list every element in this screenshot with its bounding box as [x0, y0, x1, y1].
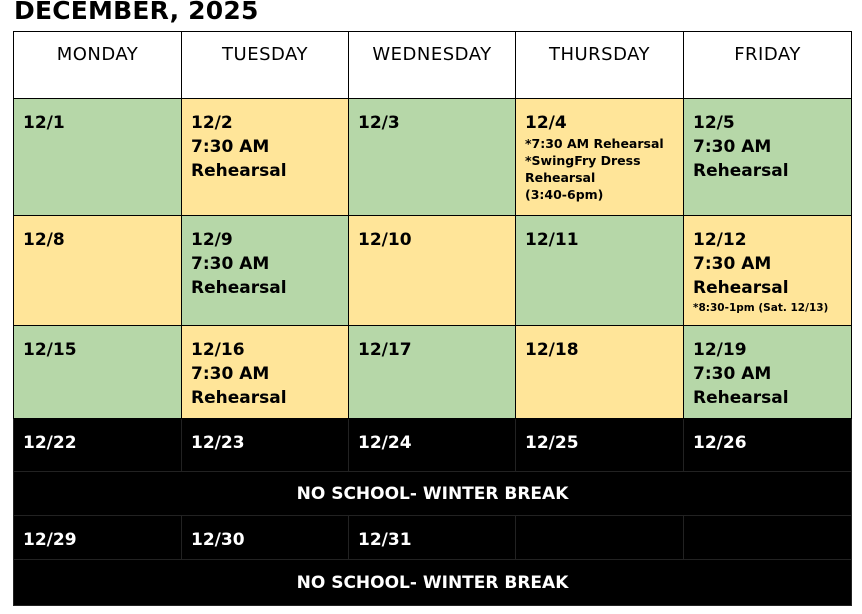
day-cell: [516, 99, 684, 216]
event-note: *7:30 AM Rehearsal: [525, 136, 664, 151]
weekday-header: FRIDAY: [684, 32, 852, 99]
event-time: 7:30 AM: [693, 364, 772, 384]
day-cell: [182, 326, 349, 419]
day-cell: [516, 419, 684, 472]
day-cell: [182, 516, 349, 560]
day-date: 12/2: [191, 113, 233, 133]
event-time: 7:30 AM: [191, 364, 270, 384]
day-date: 12/3: [358, 113, 400, 133]
day-cell: [684, 99, 852, 216]
day-date: 12/5: [693, 113, 735, 133]
day-cell: [182, 419, 349, 472]
weekday-header: THURSDAY: [516, 32, 684, 99]
day-date: 12/11: [525, 230, 579, 250]
day-date: 12/30: [191, 530, 245, 550]
day-date: 12/8: [23, 230, 65, 250]
day-cell: [349, 216, 516, 326]
week-row: [14, 326, 852, 419]
day-cell: [684, 419, 852, 472]
event-label: Rehearsal: [693, 388, 789, 408]
week-row: [14, 216, 852, 326]
break-banner-row: [14, 560, 852, 606]
event-label: Rehearsal: [191, 161, 287, 181]
day-date: 12/25: [525, 433, 579, 453]
day-date: 12/18: [525, 340, 579, 360]
day-date: 12/23: [191, 433, 245, 453]
week-row: [14, 99, 852, 216]
event-label: Rehearsal: [191, 388, 287, 408]
event-note: *8:30-1pm (Sat. 12/13): [693, 302, 829, 314]
winter-break-banner: NO SCHOOL- WINTER BREAK: [14, 560, 852, 606]
day-cell: [14, 326, 182, 419]
day-date: 12/1: [23, 113, 65, 133]
event-label: Rehearsal: [693, 161, 789, 181]
day-cell: [14, 216, 182, 326]
day-date: 12/10: [358, 230, 412, 250]
event-time: 7:30 AM: [191, 137, 270, 157]
day-cell: [182, 99, 349, 216]
day-date: 12/9: [191, 230, 233, 250]
day-cell: [516, 326, 684, 419]
break-week-row: [14, 419, 852, 472]
event-note: (3:40-6pm): [525, 187, 604, 202]
day-date: 12/24: [358, 433, 412, 453]
day-cell: [14, 99, 182, 216]
weekday-header: MONDAY: [14, 32, 182, 99]
calendar-table: [13, 31, 852, 606]
winter-break-banner: NO SCHOOL- WINTER BREAK: [14, 472, 852, 516]
weekday-header-row: [14, 32, 852, 99]
break-week-row: [14, 516, 852, 560]
day-cell: [684, 326, 852, 419]
day-date: 12/16: [191, 340, 245, 360]
day-date: 12/17: [358, 340, 412, 360]
day-cell: [14, 419, 182, 472]
event-note: *SwingFry Dress Rehearsal: [525, 153, 641, 185]
day-cell: [349, 326, 516, 419]
event-label: Rehearsal: [191, 278, 287, 298]
break-banner-row: [14, 472, 852, 516]
day-cell: [516, 216, 684, 326]
day-cell: [349, 419, 516, 472]
day-cell: [182, 216, 349, 326]
day-date: 12/4: [525, 113, 567, 133]
day-date: 12/31: [358, 530, 412, 550]
day-cell: [349, 99, 516, 216]
day-cell: [14, 516, 182, 560]
day-cell: [684, 516, 852, 560]
day-cell: [684, 216, 852, 326]
event-label: Rehearsal: [693, 278, 789, 298]
weekday-header: TUESDAY: [182, 32, 349, 99]
day-cell: [349, 516, 516, 560]
day-cell: [516, 516, 684, 560]
page-title: DECEMBER, 2025: [14, 0, 259, 25]
event-time: 7:30 AM: [693, 137, 772, 157]
day-date: 12/19: [693, 340, 747, 360]
day-date: 12/22: [23, 433, 77, 453]
day-date: 12/12: [693, 230, 747, 250]
day-date: 12/15: [23, 340, 77, 360]
event-time: 7:30 AM: [191, 254, 270, 274]
day-date: 12/26: [693, 433, 747, 453]
event-time: 7:30 AM: [693, 254, 772, 274]
day-date: 12/29: [23, 530, 77, 550]
weekday-header: WEDNESDAY: [349, 32, 516, 99]
